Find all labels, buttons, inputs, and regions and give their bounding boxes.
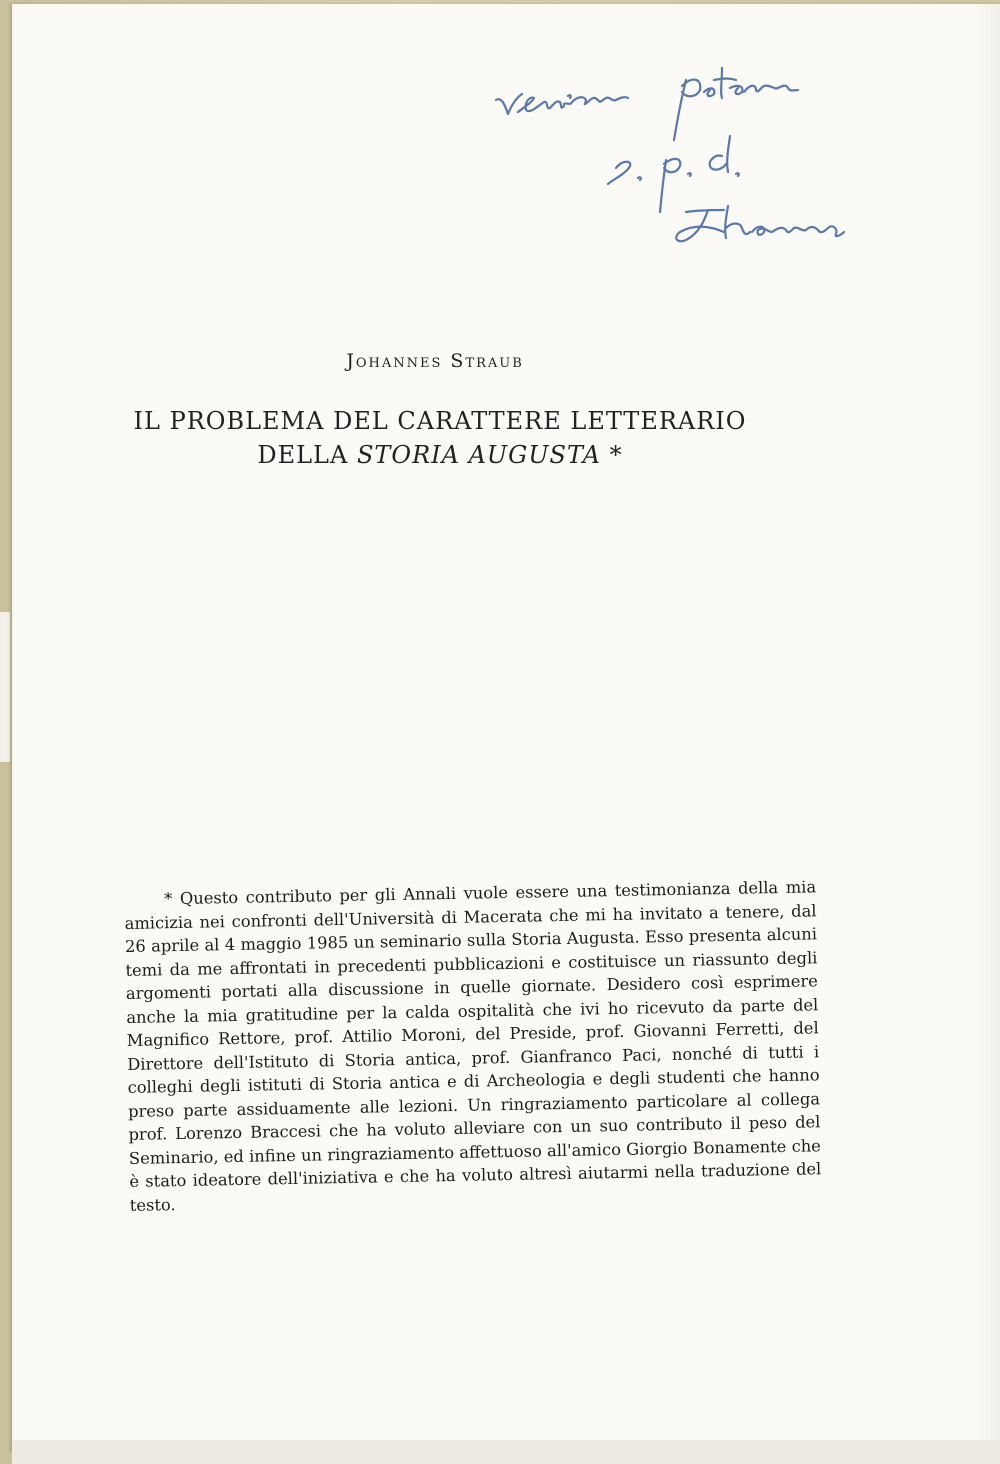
- footnote-indent: [124, 904, 164, 905]
- title-line-2-italic: STORIA AUGUSTA: [356, 441, 602, 469]
- scan-glare: [0, 612, 10, 762]
- handwritten-dedication: [460, 56, 880, 276]
- title-line-1: IL PROBLEMA DEL CARATTERE LETTERARIO: [133, 407, 747, 435]
- title-line-2: [110, 438, 770, 472]
- author-name: Johannes Straub: [346, 350, 524, 372]
- handwriting-drawing: [460, 56, 880, 276]
- handwriting-stroke-johannes: [676, 206, 844, 241]
- page-bottom-edge: [12, 1440, 1000, 1464]
- title-line-2-prefix: DELLA: [257, 441, 357, 469]
- handwriting-stroke-petens: [674, 68, 798, 140]
- title-line-2-suffix: *: [601, 441, 623, 469]
- handwriting-stroke-spd: [608, 136, 739, 212]
- page-edge-shadow: [974, 4, 1000, 1452]
- footnote: [124, 875, 822, 1217]
- footnote-text: * Questo contributo per gli Annali vuole essere una testimonianza della mia amicizia nei confronti dell'Università di Macerata che mi ha invitato a tenere, dal 26 aprile al 4 maggio 1985 un seminario sulla Storia Augusta. Esso presenta alcuni temi da me affrontati in precedenti pubblicazioni e costituisce un riassunto degli argomenti portati alla discussione in quelle giornate. Desidero così esprimere anche la mia gratitudine per la calda ospitalità che ivi ho ricevuto da parte del Magnifico Rettore, prof. Attilio Moroni, del Preside, prof. Giovanni Ferretti, del Direttore dell'Istituto di Storia antica, prof. Gianfranco Paci, nonché di tutti i colleghi degli istituti di Storia antica e di Archeologia e degli studenti che hanno preso parte assiduamente alle lezioni. Un ringraziamento particolare al collega prof. Lorenzo Braccesi che ha voluto alleviare con un suo contributo il peso del Seminario, ed infine un ringraziamento affettuoso all'amico Giorgio Bonamente che è stato ideatore dell'iniziativa e che ha voluto altresì aiutarmi nella traduzione del testo.: [124, 877, 822, 1215]
- handwriting-stroke-veniam: [496, 94, 628, 114]
- article-title: [110, 404, 770, 472]
